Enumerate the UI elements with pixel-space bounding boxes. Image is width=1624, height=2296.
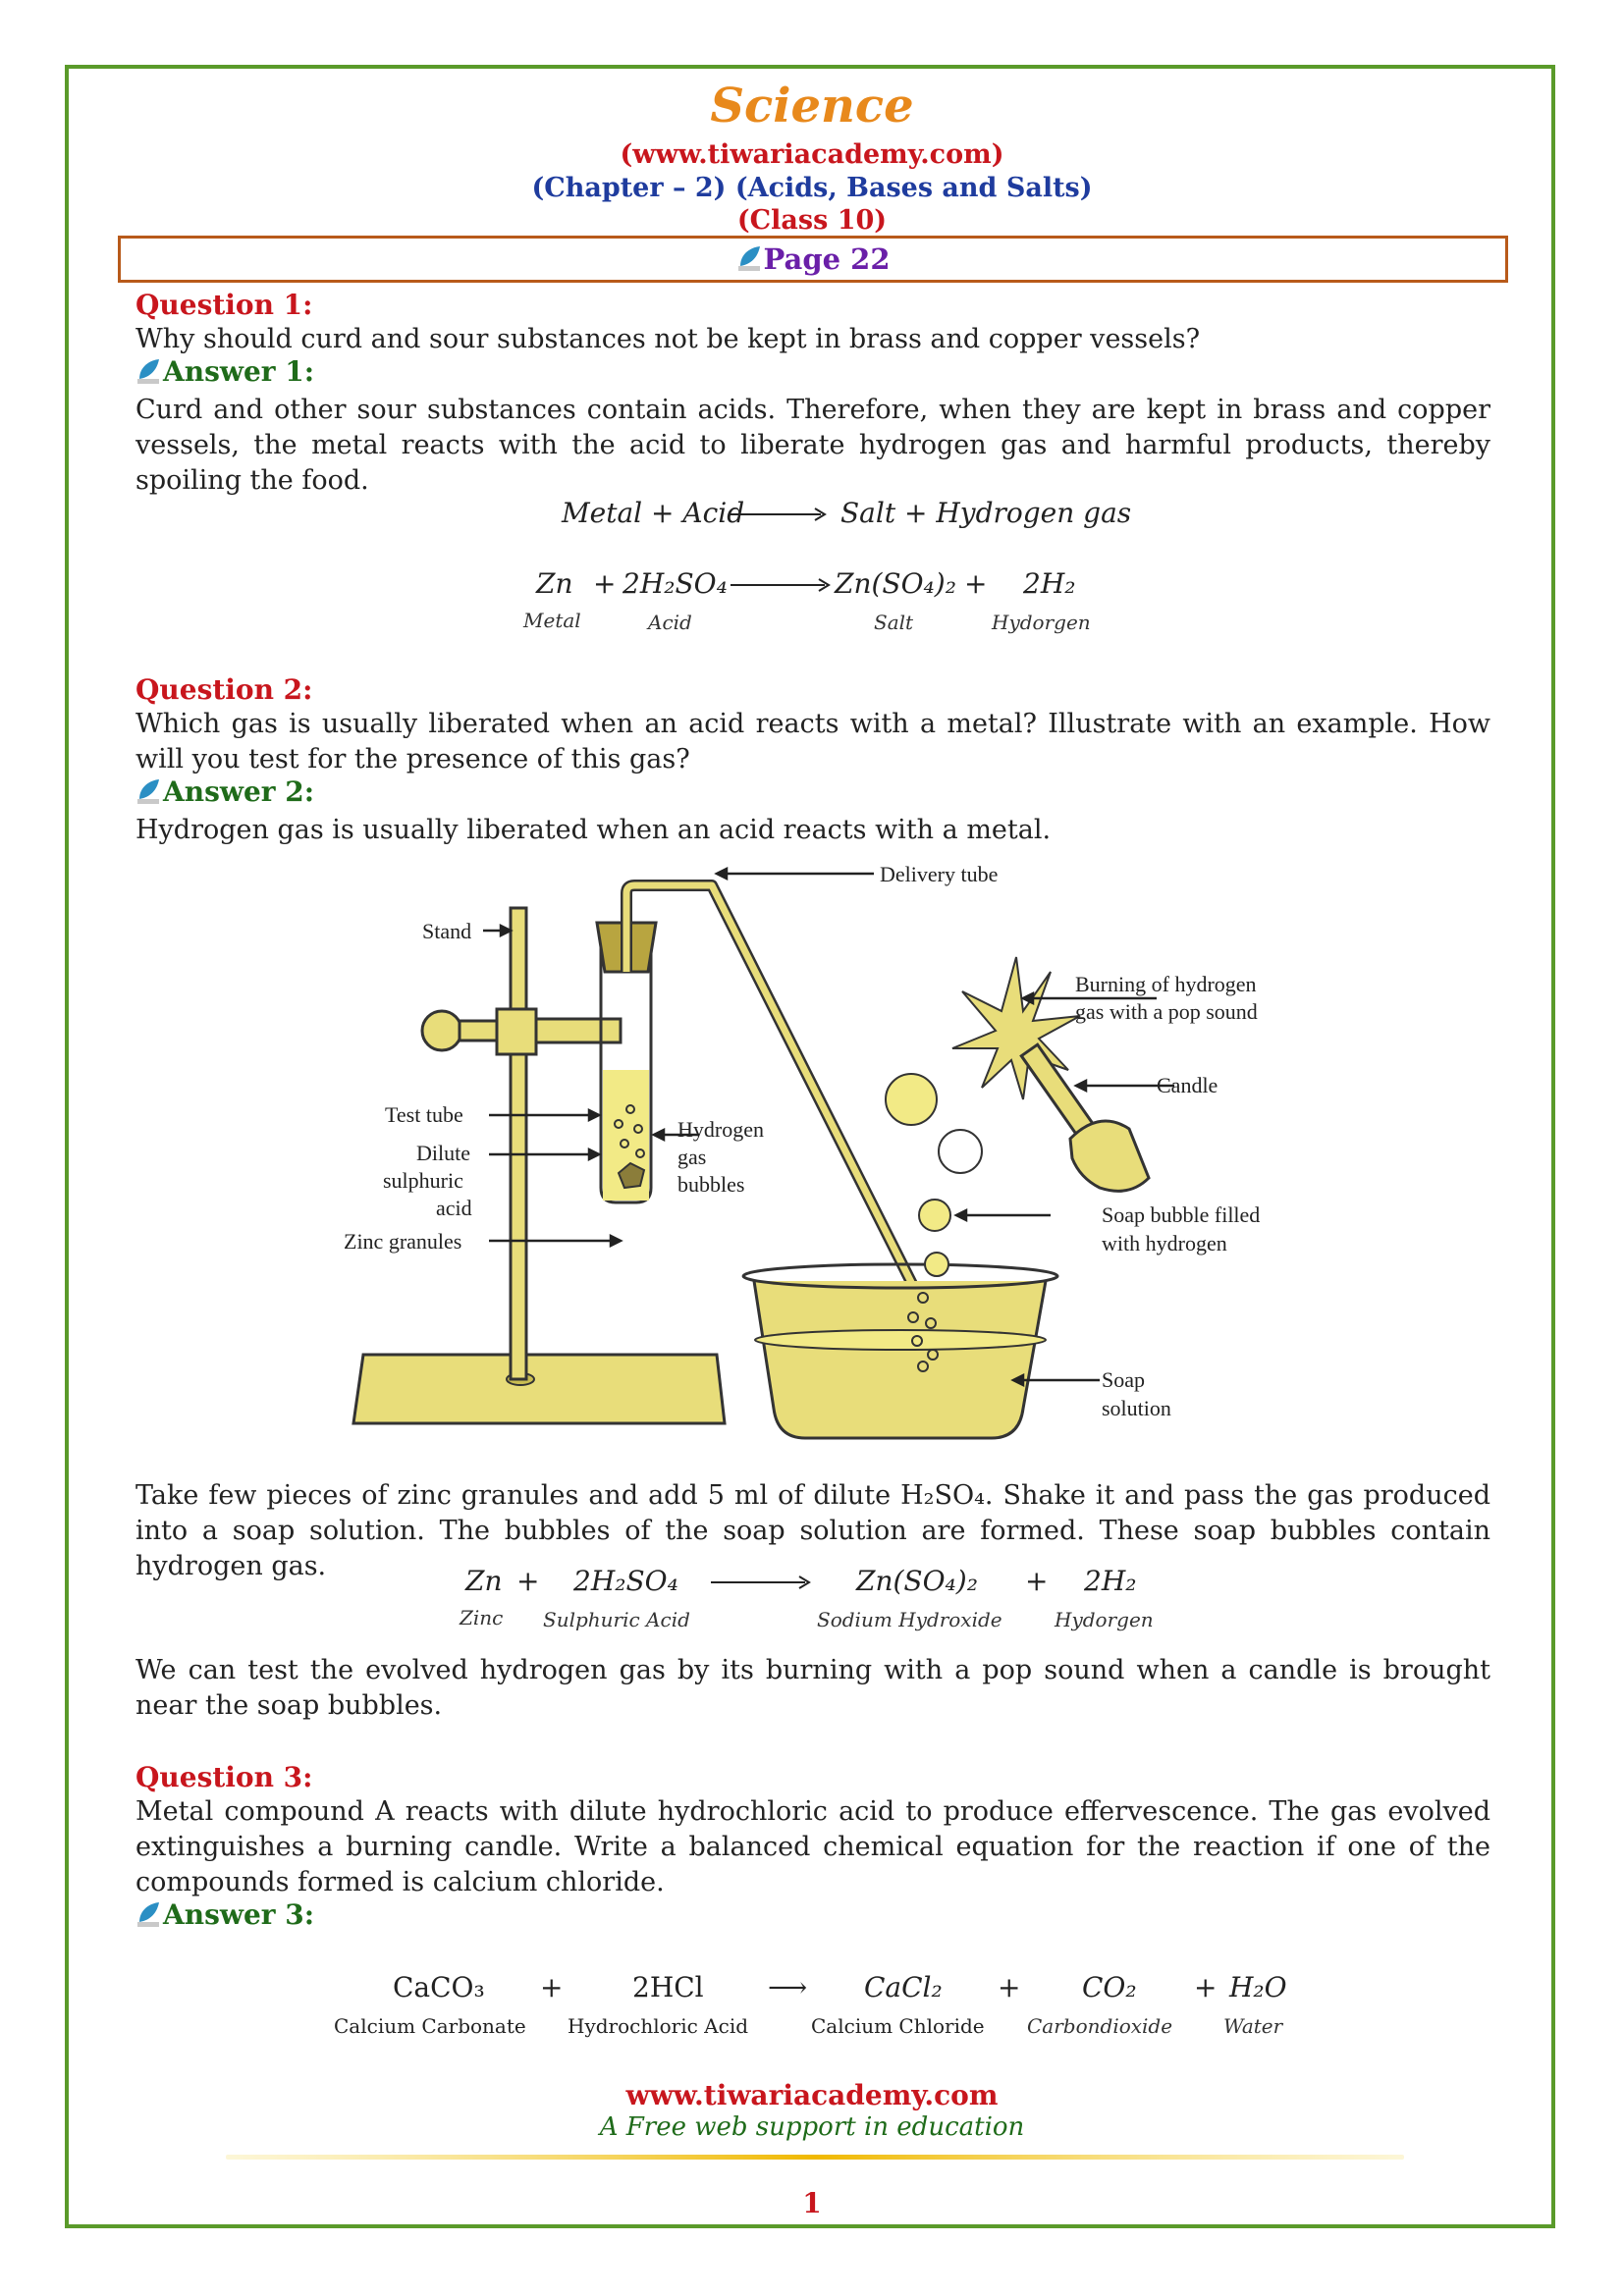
doc-title: Science <box>710 79 914 133</box>
eq3-sub-sodium: Sodium Hydroxide <box>817 1608 1002 1631</box>
label-burning-1: Burning of hydrogen <box>1075 972 1257 996</box>
eq3-term-h2so4: 2H₂SO₄ <box>573 1565 678 1597</box>
eq4-term-hcl: 2HCl <box>632 1971 704 2003</box>
label-delivery-tube: Delivery tube <box>880 864 999 886</box>
eq2-sub-hydrogen: Hydorgen <box>992 611 1091 634</box>
label-candle: Candle <box>1157 1073 1218 1097</box>
eq2-plus-2: + <box>964 567 988 600</box>
eq4-sub-co2: Carbondioxide <box>1027 2014 1173 2038</box>
label-stand: Stand <box>422 919 472 943</box>
label-dilute-3: acid <box>436 1196 472 1220</box>
answer-3-label: Answer 3: <box>163 1898 315 1931</box>
soap-bubble-white <box>939 1130 982 1173</box>
eq2-sub-acid: Acid <box>648 611 692 634</box>
eq4-term-h2o: H₂O <box>1229 1971 1287 2003</box>
label-zinc-granules: Zinc granules <box>344 1229 462 1254</box>
eq1-right: Salt + Hydrogen gas <box>840 497 1132 529</box>
eq2-sub-metal: Metal <box>523 609 581 632</box>
label-hydrogen-3: bubbles <box>677 1172 745 1197</box>
class-heading: (Class 10) <box>736 205 888 236</box>
eq2-plus: + <box>593 567 617 600</box>
leaf-logo-icon <box>135 777 161 807</box>
eq4-plus-3: + <box>1194 1971 1218 2003</box>
label-soap-solution-1: Soap <box>1102 1367 1145 1392</box>
label-soap-bubble-1: Soap bubble filled <box>1102 1202 1261 1227</box>
question-1-text: Why should curd and sour substances not be kept in brass and copper vessels? <box>135 324 1201 354</box>
eq1-left: Metal + Acid <box>562 497 745 529</box>
stand-base <box>353 1355 725 1423</box>
header-website[interactable]: (www.tiwariacademy.com) <box>620 139 1004 170</box>
eq3-term-znso4: Zn(SO₄)₂ <box>856 1565 978 1597</box>
eq4-sub-h2o: Water <box>1223 2014 1283 2038</box>
label-hydrogen-1: Hydrogen <box>677 1117 764 1142</box>
question-2-label: Question 2: <box>135 673 313 706</box>
hydrogen-apparatus-diagram <box>324 864 1306 1453</box>
eq3-plus: + <box>516 1565 540 1597</box>
eq4-term-cacl2: CaCl₂ <box>864 1971 943 2003</box>
eq4-plus-1: + <box>540 1971 564 2003</box>
answer-1-heading <box>135 355 314 388</box>
eq4-plus-2: + <box>998 1971 1021 2003</box>
hand <box>1070 1121 1149 1191</box>
eq1-arrow-icon <box>727 505 829 524</box>
eq4-term-co2: CO₂ <box>1082 1971 1137 2003</box>
label-test-tube: Test tube <box>385 1102 463 1127</box>
eq2-term-zn: Zn <box>536 567 573 600</box>
page-number: 1 <box>802 2187 822 2219</box>
clamp-arm <box>536 1019 621 1042</box>
soap-bubble-large <box>886 1074 937 1125</box>
eq2-term-h2: 2H₂ <box>1023 567 1076 600</box>
eq4-sub-caco3: Calcium Carbonate <box>334 2014 526 2038</box>
eq3-arrow-icon <box>709 1573 813 1592</box>
label-soap-bubble-2: with hydrogen <box>1102 1231 1227 1255</box>
page-box <box>118 236 1508 283</box>
leaf-logo-icon <box>135 1900 161 1930</box>
answer-1-text: Curd and other sour substances contain acids. Therefore, when they are kept in brass and copper vessels, the metal reacts with the acid to liberate hydrogen gas and harmful products, thereby spoiling the food. <box>135 395 1490 496</box>
eq3-plus-2: + <box>1025 1565 1049 1597</box>
answer-2-heading <box>135 775 314 808</box>
eq2-arrow-icon <box>729 575 833 595</box>
answer-1-label: Answer 1: <box>163 355 315 388</box>
delivery-tube <box>626 885 923 1306</box>
footer-tagline: A Free web support in education <box>599 2112 1025 2142</box>
soap-bubble-medium <box>919 1200 950 1231</box>
stand-rod <box>511 908 526 1379</box>
eq4-sub-hcl: Hydrochloric Acid <box>568 2014 749 2038</box>
eq4-sub-cacl2: Calcium Chloride <box>811 2014 985 2038</box>
answer-2-label: Answer 2: <box>163 775 315 808</box>
eq3-sub-sulphuric: Sulphuric Acid <box>543 1608 690 1631</box>
clamp-knob <box>422 1011 461 1050</box>
footer-website[interactable]: www.tiwariacademy.com <box>625 2079 999 2111</box>
leaf-logo-icon <box>135 357 161 387</box>
question-3-label: Question 3: <box>135 1761 313 1793</box>
question-1-label: Question 1: <box>135 289 313 321</box>
footer-divider <box>226 2154 1404 2162</box>
clamp-block <box>497 1009 536 1054</box>
eq3-term-zn: Zn <box>465 1565 503 1597</box>
soap-surface <box>755 1330 1046 1350</box>
question-3-text: Metal compound A reacts with dilute hydrochloric acid to produce effervescence. The gas evolved extinguishes a burning candle. Write a balanced chemical equation for the reaction if one of the compounds formed is calcium chloride. <box>135 1796 1490 1897</box>
soap-bubble-small <box>925 1253 948 1276</box>
label-soap-solution-2: solution <box>1102 1396 1171 1420</box>
page-label: Page 22 <box>763 242 891 276</box>
eq3-term-h2: 2H₂ <box>1084 1565 1137 1597</box>
label-hydrogen-2: gas <box>677 1145 707 1169</box>
eq2-term-znso4: Zn(SO₄)₂ <box>835 567 956 600</box>
leaf-logo-icon <box>736 244 762 274</box>
label-burning-2: gas with a pop sound <box>1075 999 1258 1024</box>
eq4-term-caco3: CaCO₃ <box>393 1971 485 2003</box>
eq2-term-h2so4: 2H₂SO₄ <box>623 567 728 600</box>
question-2-text: Which gas is usually liberated when an acid reacts with a metal? Illustrate with an example. How will you test for the presence of this gas? <box>135 709 1490 774</box>
answer-2-text: Hydrogen gas is usually liberated when an acid reacts with a metal. <box>135 815 1052 845</box>
answer-3-heading <box>135 1898 314 1931</box>
eq2-sub-salt: Salt <box>874 611 914 634</box>
label-dilute-2: sulphuric <box>383 1168 463 1193</box>
eq3-sub-zinc: Zinc <box>460 1606 504 1629</box>
beaker <box>754 1281 1046 1438</box>
label-dilute-1: Dilute <box>416 1141 470 1165</box>
eq3-sub-hydrogen: Hydorgen <box>1055 1608 1154 1631</box>
chapter-heading: (Chapter – 2) (Acids, Bases and Salts) <box>531 173 1093 203</box>
answer-2-para-1: Take few pieces of zinc granules and add 5 ml of dilute H₂SO₄. Shake it and pass the gas produced into a soap solution. The bubbles of the soap solution are formed. These soap bubbles contain hydrogen gas. <box>135 1480 1490 1581</box>
answer-2-para-2: We can test the evolved hydrogen gas by its burning with a pop sound when a candle is brought near the soap bubbles. <box>135 1655 1490 1721</box>
eq4-arrow: ⟶ <box>768 1971 808 2003</box>
